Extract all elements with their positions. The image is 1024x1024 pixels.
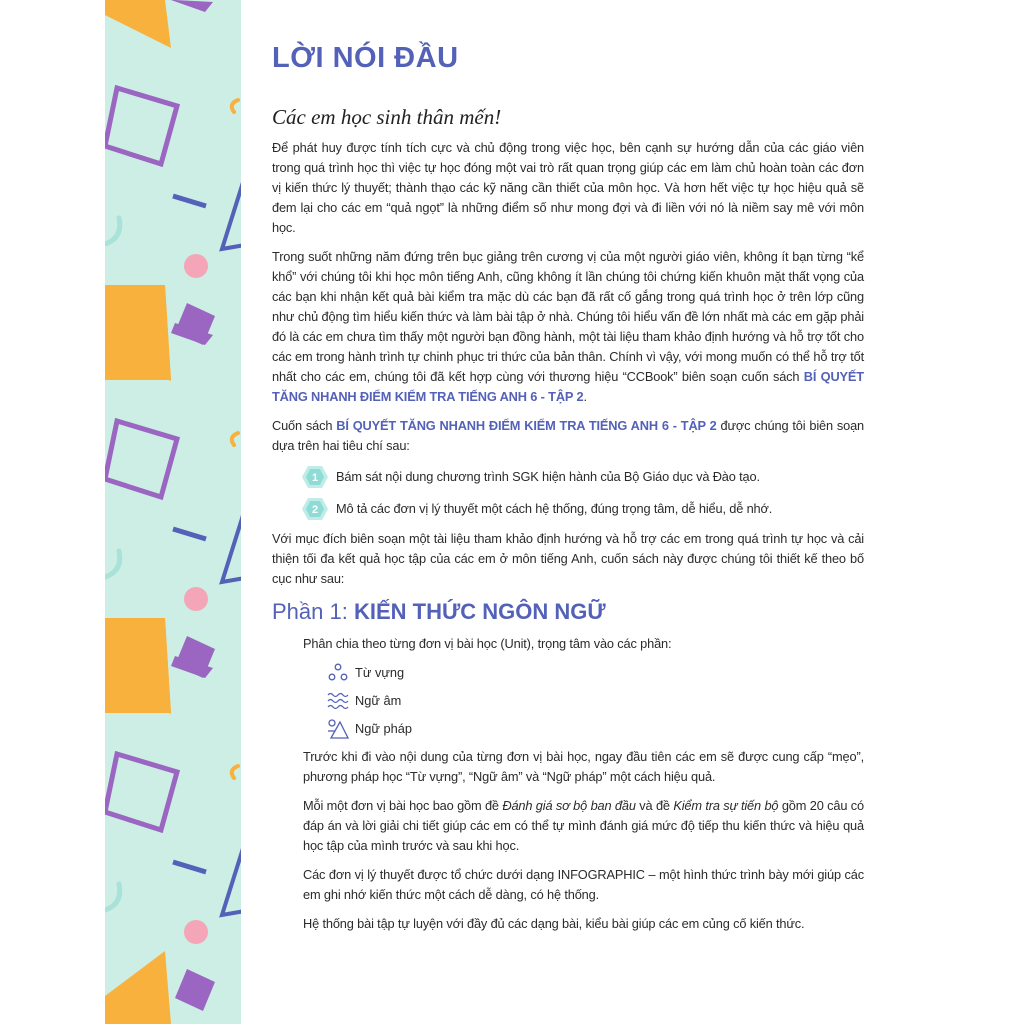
- blue-dash: [173, 529, 206, 539]
- criterion-2: [302, 497, 864, 521]
- paragraph-7: Các đơn vị lý thuyết được tổ chức dưới dạng INFOGRAPHIC – một hình thức trình bày mới giúp các em ghi nhớ kiến thức một cách dễ dàng, có hệ thống.: [303, 867, 864, 902]
- blue-outline-triangle: [222, 509, 241, 582]
- purple-outline-square: [105, 754, 177, 830]
- paragraph-4: Với mục đích biên soạn một tài liệu tham khảo định hướng và hỗ trợ các em trong quá trình tự học và cải thiện tối đa kết quả học tập của các em ở môn tiếng Anh, cuốn sách này được chúng tôi thiết kế theo bố cục như sau:: [272, 531, 864, 586]
- paragraph-3: [272, 416, 864, 456]
- hexagon-number-icon: [302, 465, 328, 489]
- shapes-icon: [327, 719, 349, 739]
- orange-hook: [232, 100, 238, 112]
- decorative-sidebar: [105, 0, 241, 1024]
- paragraph-2-text: Trong suốt những năm đứng trên bục giảng trên cương vị của một người giáo viên, không ít bạn từng “kể khổ” với chúng tôi khi học môn tiếng Anh, cũng không ít lần chúng tôi chứng kiến khuôn mặt thất vọng của các bạn khi nhận kết quả bài kiểm tra mặc dù các bạn đã rất cố gắng trong quá trình học ở trên lớp cũng như chủ động tìm hiểu kiến thức và làm bài tập ở nhà. Chúng tôi hiểu vấn đề lớn nhất mà các em gặp phải đó là các em chưa tìm thấy một người bạn đồng hành, một tài liệu tham khảo định hướng và hỗ trợ tốt cho các em trong hành trình tự chinh phục tri thức của bản thân. Chính vì vậy, với mong muốn có thể hỗ trợ tốt nhất cho các em, chúng tôi đã kết hợp cùng với thương hiệu “CCBook” biên soạn cuốn sách: [272, 249, 864, 384]
- teal-arc: [105, 218, 120, 244]
- book-title: BÍ QUYẾT TĂNG NHANH ĐIỂM KIỂM TRA TIẾNG ANH 6 - TẬP 2: [272, 369, 864, 404]
- page-title: LỜI NÓI ĐẦU: [272, 42, 459, 74]
- orange-hook: [232, 433, 238, 445]
- text: và đề: [635, 798, 674, 813]
- paragraph-5: Trước khi đi vào nội dung của từng đơn vị bài học, ngay đầu tiên các em sẽ được cung cấp “mẹo”, phương pháp học “Từ vựng”, “Ngữ âm” và “Ngữ pháp” một cách hiệu quả.: [303, 749, 864, 784]
- criterion-text: Bám sát nội dung chương trình SGK hiện hành của Bộ Giáo dục và Đào tạo.: [336, 469, 760, 484]
- pink-circle: [184, 587, 208, 611]
- book-title: BÍ QUYẾT TĂNG NHANH ĐIỂM KIỂM TRA TIẾNG ANH 6 - TẬP 2: [336, 418, 717, 433]
- orange-hook: [232, 766, 238, 778]
- purple-outline-square: [105, 421, 177, 497]
- section-name: KIẾN THỨC NGÔN NGỮ: [353, 599, 606, 624]
- part-label: Từ vựng: [355, 665, 405, 680]
- part-grammar: [327, 719, 864, 739]
- part-label: Ngữ pháp: [355, 721, 412, 736]
- purple-outline-square: [105, 88, 177, 164]
- section-prefix: Phần 1:: [272, 599, 354, 624]
- criterion-number: 1: [312, 472, 318, 484]
- purple-square: [171, 0, 213, 12]
- part-label: Ngữ âm: [355, 693, 402, 708]
- blue-outline-triangle: [222, 176, 241, 249]
- paragraph-3-start: Cuốn sách: [272, 418, 337, 433]
- waves-icon: [327, 691, 349, 711]
- part-pronunciation: [327, 691, 864, 711]
- paragraph-3-end: được chúng tôi biên soạn dựa trên hai tiêu chí sau:: [272, 418, 865, 453]
- orange-triangle: [105, 951, 171, 1024]
- criterion-1: [302, 465, 864, 489]
- greeting: Các em học sinh thân mến!: [272, 105, 502, 129]
- criterion-number: 2: [312, 504, 318, 516]
- geometric-pattern: [105, 0, 241, 1024]
- part-vocabulary: [327, 663, 864, 683]
- pink-circle: [184, 920, 208, 944]
- circles-icon: [327, 663, 349, 683]
- text: Mỗi một đơn vị bài học bao gồm đề: [303, 798, 503, 813]
- blue-dash: [173, 862, 206, 872]
- paragraph-8: Hệ thống bài tập tự luyện với đầy đủ các dạng bài, kiểu bài giúp các em củng cố kiến thức.: [303, 916, 805, 931]
- criterion-text: Mô tả các đơn vị lý thuyết một cách hệ thống, đúng trọng tâm, dễ hiểu, dễ nhớ.: [336, 501, 773, 516]
- teal-arc: [105, 884, 120, 910]
- orange-triangle: [105, 0, 171, 48]
- section-heading: [272, 598, 864, 626]
- period: .: [583, 389, 587, 404]
- italic-term: Kiểm tra sự tiến bộ: [673, 798, 779, 813]
- hexagon-number-icon: [302, 497, 328, 521]
- italic-term: Đánh giá sơ bộ ban đầu: [502, 798, 636, 813]
- text: gồm 20 câu có đáp án và lời giải chi tiết giúp các em có thể tự mình đánh giá mức độ tiếp thu kiến thức và hiệu quả học tập của mình trước và sau khi học.: [303, 798, 864, 853]
- section-intro: Phân chia theo từng đơn vị bài học (Unit), trọng tâm vào các phần:: [303, 636, 672, 651]
- teal-arc: [105, 551, 120, 577]
- pink-circle: [184, 254, 208, 278]
- paragraph-1: Để phát huy được tính tích cực và chủ động trong việc học, bên cạnh sự hướng dẫn của các giáo viên trong quá trình học thì việc tự học đóng một vai trò rất quan trọng giúp các em làm chủ hoàn toàn các đơn vị kiến thức lý thuyết; thành thạo các kỹ năng cần thiết của môn học. Và hơn hết việc tự học hiệu quả sẽ đem lại cho các em “quả ngọt” là những điểm số như mong đợi và đi liền với nó là niềm say mê với môn học.: [272, 140, 864, 235]
- paragraph-2: [272, 247, 864, 407]
- blue-dash: [173, 196, 206, 206]
- paragraph-6: [303, 796, 864, 856]
- purple-square: [175, 969, 215, 1011]
- blue-outline-triangle: [222, 842, 241, 915]
